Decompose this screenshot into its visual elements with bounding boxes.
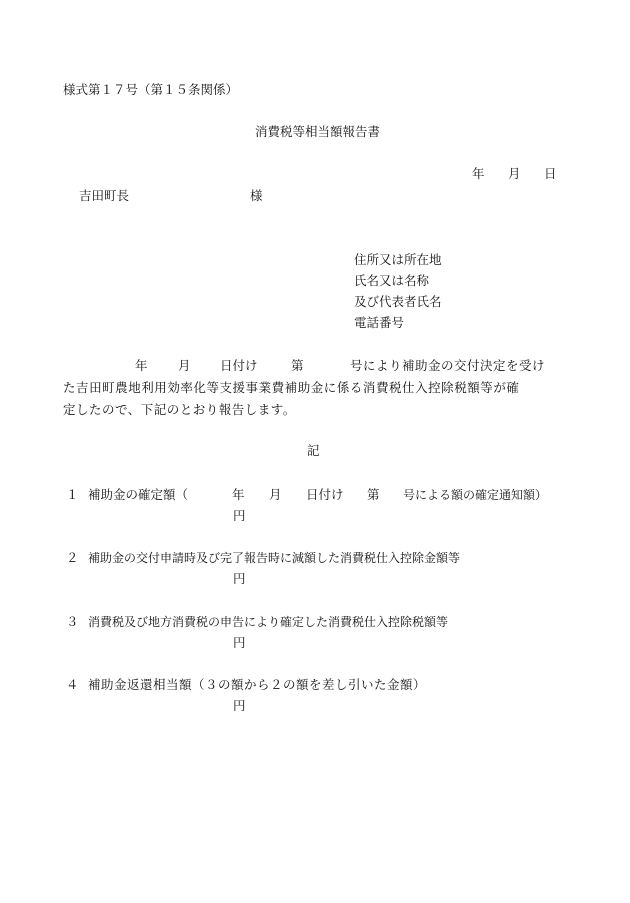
item-1-yen: 円 bbox=[233, 508, 246, 523]
item-3-label: 消費税及び地方消費税の申告により確定した消費税仕入控除税額等 bbox=[88, 615, 449, 629]
item-3-yen: 円 bbox=[233, 635, 246, 650]
honorific: 様 bbox=[250, 188, 263, 203]
item-1-suffix: 号による額の確定通知額） bbox=[403, 488, 548, 502]
body-month: 月 bbox=[178, 358, 191, 373]
body-day: 日付け bbox=[220, 358, 258, 373]
date-year-label: 年 bbox=[472, 166, 485, 181]
name-label: 氏名又は名称 bbox=[354, 273, 430, 288]
item-4-label: 補助金返還相当額（３の額から２の額を差し引いた金額） bbox=[88, 677, 427, 692]
item-1-month: 月 bbox=[269, 487, 282, 502]
body-dai: 第 bbox=[291, 358, 304, 373]
item-2-number: ２ bbox=[66, 550, 79, 565]
date-day-label: 日 bbox=[544, 166, 557, 181]
item-4-yen: 円 bbox=[233, 698, 246, 713]
item-2-label: 補助金の交付申請時及び完了報告時に減額した消費税仕入控除金額等 bbox=[88, 551, 461, 565]
body-line3: 定したので、下記のとおり報告します。 bbox=[63, 402, 296, 417]
item-4-number: ４ bbox=[66, 677, 79, 692]
body-line1-rest: 号により補助金の交付決定を受け bbox=[350, 358, 546, 373]
document-title: 消費税等相当額報告書 bbox=[255, 124, 381, 139]
ki-heading: 記 bbox=[307, 443, 320, 458]
form-number: 様式第１７号（第１５条関係） bbox=[63, 82, 239, 97]
addressee: 吉田町長 bbox=[79, 188, 130, 203]
item-1-day: 日付け bbox=[306, 487, 344, 502]
representative-label: 及び代表者氏名 bbox=[354, 294, 442, 309]
item-2-yen: 円 bbox=[233, 571, 246, 586]
item-1-label: 補助金の確定額（ bbox=[88, 487, 189, 502]
item-1-dai: 第 bbox=[367, 487, 380, 502]
date-month-label: 月 bbox=[508, 166, 521, 181]
item-3-number: ３ bbox=[66, 614, 79, 629]
phone-label: 電話番号 bbox=[354, 315, 405, 330]
item-1-year: 年 bbox=[232, 487, 245, 502]
item-1-number: １ bbox=[66, 487, 79, 502]
address-label: 住所又は所在地 bbox=[354, 252, 442, 267]
body-year: 年 bbox=[135, 358, 148, 373]
body-line2: た吉田町農地利用効率化等支援事業費補助金に係る消費税仕入控除税額等が確 bbox=[63, 380, 520, 395]
